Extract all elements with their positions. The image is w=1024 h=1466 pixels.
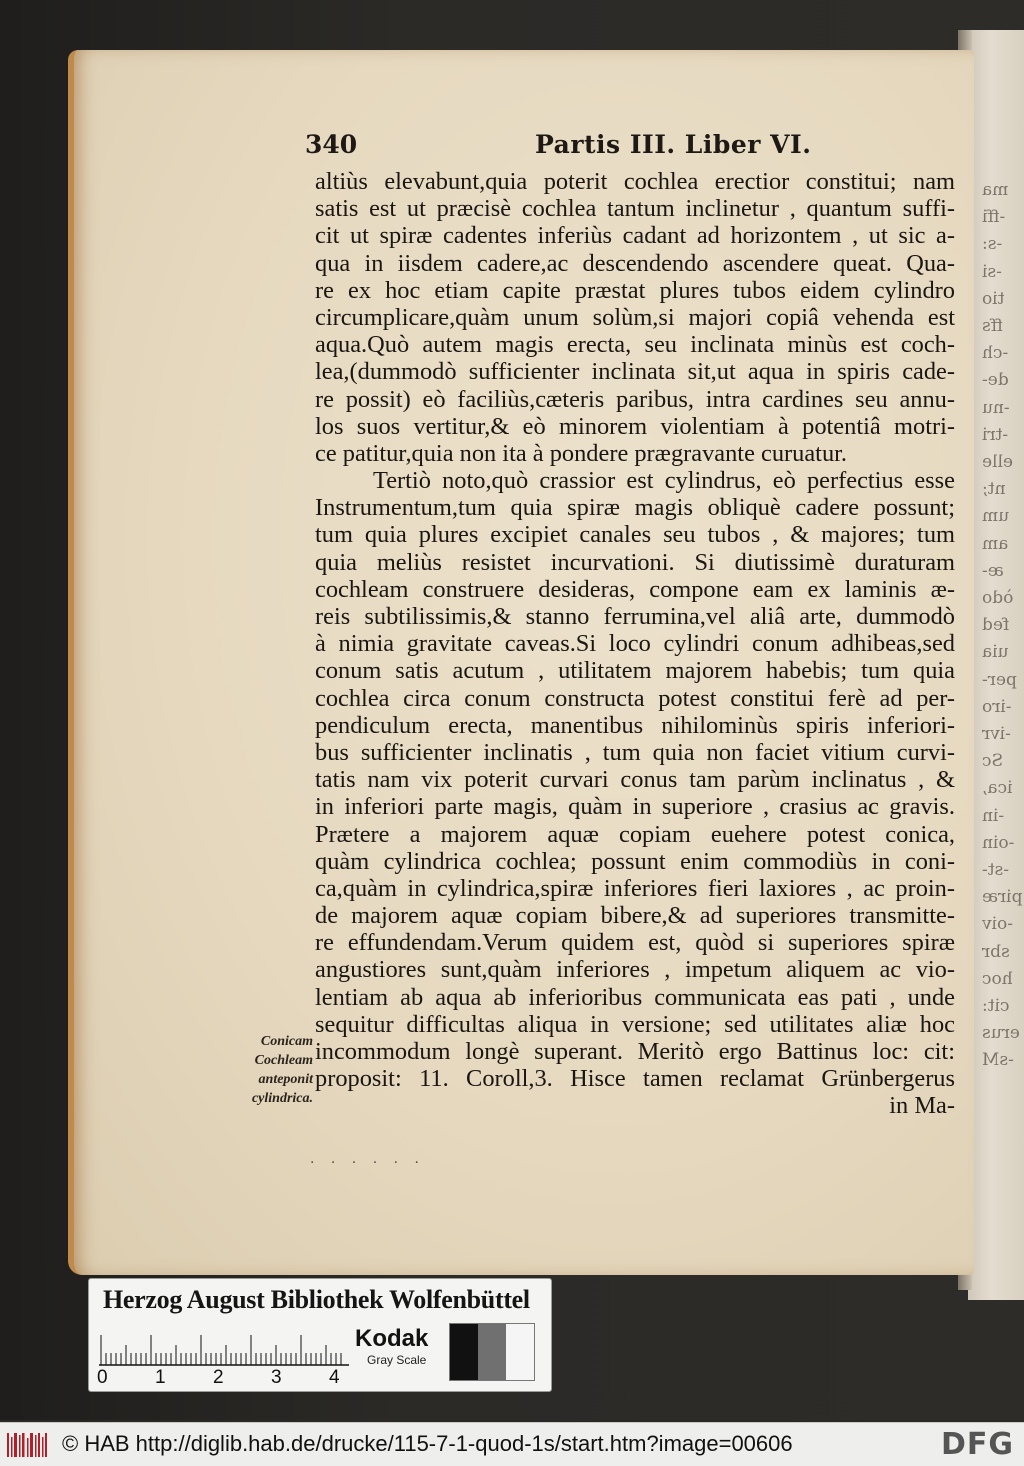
gray-patches [449,1323,535,1381]
marginal-note [213,1032,313,1108]
facing-page-fragment: -ffi [982,207,1006,228]
marginal-note-line: anteponit [258,1072,313,1087]
text-line: incommodum longè superant. Meritò ergo Battinus loc: cit: [315,1038,955,1065]
facing-page-fragment: de- [982,370,1009,391]
facing-page-fragment: -nu [982,397,1010,418]
text-line: lea,(dummodò sufficienter inclinata sit,ut aqua in spiris cade- [315,358,955,386]
body-text [315,168,955,1120]
facing-page-fragment: ffs [982,316,1003,336]
ruler-scale [99,1327,349,1367]
institution-name: Herzog August Bibliothek Wolfenbüttel [103,1285,530,1314]
facing-page-fragment: ica, [982,778,1013,799]
text-line: ca,quàm in cylindrica,spiræ inferiores fieri laxiores , ac proin- [315,874,955,902]
running-head: Partis III. Liber VI. [535,130,812,159]
facing-page-fragment: -si [982,261,1002,282]
text-line: angustiores sunt,quàm inferiores , impetum aliquem ac vio- [315,956,955,984]
text-line: re possit) eò faciliùs,cæteris paribus, intra cardines seu annu- [315,385,955,413]
text-line: quàm cylindrica cochlea; possunt enim commodiùs in coni- [315,847,955,875]
text-line: altiùs elevabunt,quia poterit cochlea erectior constitui; nam [315,168,955,195]
gray-patch [450,1324,478,1380]
ruler-number: 3 [271,1367,282,1388]
facing-page-fragment: -tri [982,424,1009,445]
facing-page-fragment: Sc [982,751,1004,772]
dfg-logo: DFG [940,1427,1014,1462]
facing-page-fragment: -ivr [982,724,1011,744]
text-line: cochleam construere desideras, compone eam ex laminis æ- [315,575,955,603]
kodak-logo: Kodak [355,1325,429,1352]
text-line: sequitur difficultas aliqua in versione; sed utilitates aliæ hoc [315,1010,955,1038]
text-line: Prætere a majorem aquæ copiam euehere potest conica, [315,820,955,848]
text-line: tatis nam vix poterit curvari conus tam parùm inclinatus , & [315,766,955,794]
facing-page-edge [968,30,1024,1300]
gray-patch [506,1324,534,1380]
text-line: in inferiori parte magis, quàm in superiore , crasius ac gravis. [315,793,955,821]
ruler-number: 2 [213,1367,224,1388]
text-line: in Ma- [889,1092,955,1120]
text-line: Instrumentum,tum quia spiræ magis obliquè cadere possunt; [315,494,955,522]
barcode-icon [6,1431,48,1459]
marginal-note-line: Conicam [260,1034,313,1049]
text-line: ce patitur,quia non ita à pondere prægravante curuatur. [315,439,848,467]
facing-page-fragment: cit: [982,996,1010,1016]
text-line: cit ut spiræ cadentes inferiùs cadant ad horizontem , ut sic a- [315,222,955,250]
facing-page-fragment: -iro [982,696,1012,717]
facing-page-fragment: -oin [982,832,1015,853]
facing-page-fragment: elle [982,452,1013,472]
text-line: cochlea circa conum constructa potest constitui ferè ad per- [315,684,955,712]
text-line: satis est ut præcisè cochlea tantum inclinetur , quantum suffi- [315,195,955,223]
gray-scale-label: Gray Scale [367,1353,427,1367]
text-line: re effundendam.Verum quidem est, quòd si superiores spiræ [315,929,955,957]
text-line: conum satis acutum , utilitatem majorem habebis; tum quia [315,657,955,685]
facing-page-fragment: -sM [982,1050,1014,1071]
facing-page-fragment: -in [982,805,1005,826]
facing-page-fragment: erus [982,1023,1020,1044]
facing-page-fragment: um [982,506,1010,527]
facing-page-fragment: sbr [982,941,1010,962]
copyright-link[interactable]: © HAB http://diglib.hab.de/drucke/115-7-1-quod-1s/start.htm?image=00606 [62,1431,793,1456]
text-line: qua in iisdem cadere,ac descendendo ascendere queat. Qua- [315,249,955,277]
gray-patch [478,1324,506,1380]
facing-page-fragment: -ch [982,343,1009,364]
facing-page-fragment: -s: [982,234,1003,255]
facing-page-fragment: òdo [982,588,1014,608]
facing-page-fragment: fed [982,615,1010,636]
facing-page-fragment: piræ [982,887,1023,908]
text-line: à nimia gravitate caveas.Si loco cylindri conum adhibeas,sed [315,630,955,658]
page-specks: · · · · · · [310,1155,425,1171]
text-line: aqua.Quò autem magis erecta, seu inclinata minùs est coch- [315,331,955,359]
marginal-note-line: cylindrica. [251,1091,313,1106]
facing-page-fragment: uia [982,642,1009,663]
marginal-note-line: Cochleam [254,1053,313,1068]
text-line: los suos vertitur,& eò minorem violentiam à potentiâ motri- [315,412,955,440]
facing-page-fragment: am [982,533,1009,554]
text-line: Tertiò noto,quò crassior est cylindrus, eò perfectius esse [373,467,955,495]
text-line: re ex hoc etiam capite præstat plures tubos eidem cylindro [315,276,955,304]
page-number: 340 [305,130,358,159]
ruler-number: 1 [155,1367,166,1388]
text-line: quia meliùs resistet incurvationi. Si diutissimè duraturam [315,548,955,576]
ruler-number: 4 [329,1367,340,1388]
facing-page-fragment: æ- [982,560,1004,581]
facing-page-fragment: -oiv [982,914,1014,935]
text-line: de majorem aquæ copiam bibere,& ad superiores transmitte- [315,902,955,930]
facing-page-fragment: -st- [982,860,1010,880]
text-line: tum quia plures excipiet canales seu tubos , & majores; tum [315,521,955,549]
footer-bar [0,1422,1024,1466]
ruler-numbers [97,1367,347,1389]
facing-page-fragment: tio [982,288,1005,309]
text-line: proposit: 11. Coroll,3. Hisce tamen reclamat Grünbergerus [315,1065,955,1093]
color-reference-card [88,1278,552,1392]
facing-page-fragment: nt; [982,479,1006,500]
text-line: lentiam ab aqua ab inferioribus communicata eas pati , unde [315,983,955,1011]
text-line: bus sufficienter inclinatis , tum quia non faciet vitium curvi- [315,738,955,766]
text-line: circumplicare,quàm unum solùm,si majori copiâ vehenda est [315,303,955,331]
ruler-number: 0 [97,1367,108,1388]
page-header [305,130,955,166]
text-line: reis subtilissimis,& stanno ferrumina,vel aliâ arte, dummodò [315,603,955,630]
facing-page-fragment: per- [982,669,1017,690]
text-line: pendiculum erecta, manentibus nihilominùs spiris inferiori- [315,711,955,739]
facing-page-fragment: hoc [982,968,1013,989]
facing-page-fragment: ma [982,180,1009,200]
